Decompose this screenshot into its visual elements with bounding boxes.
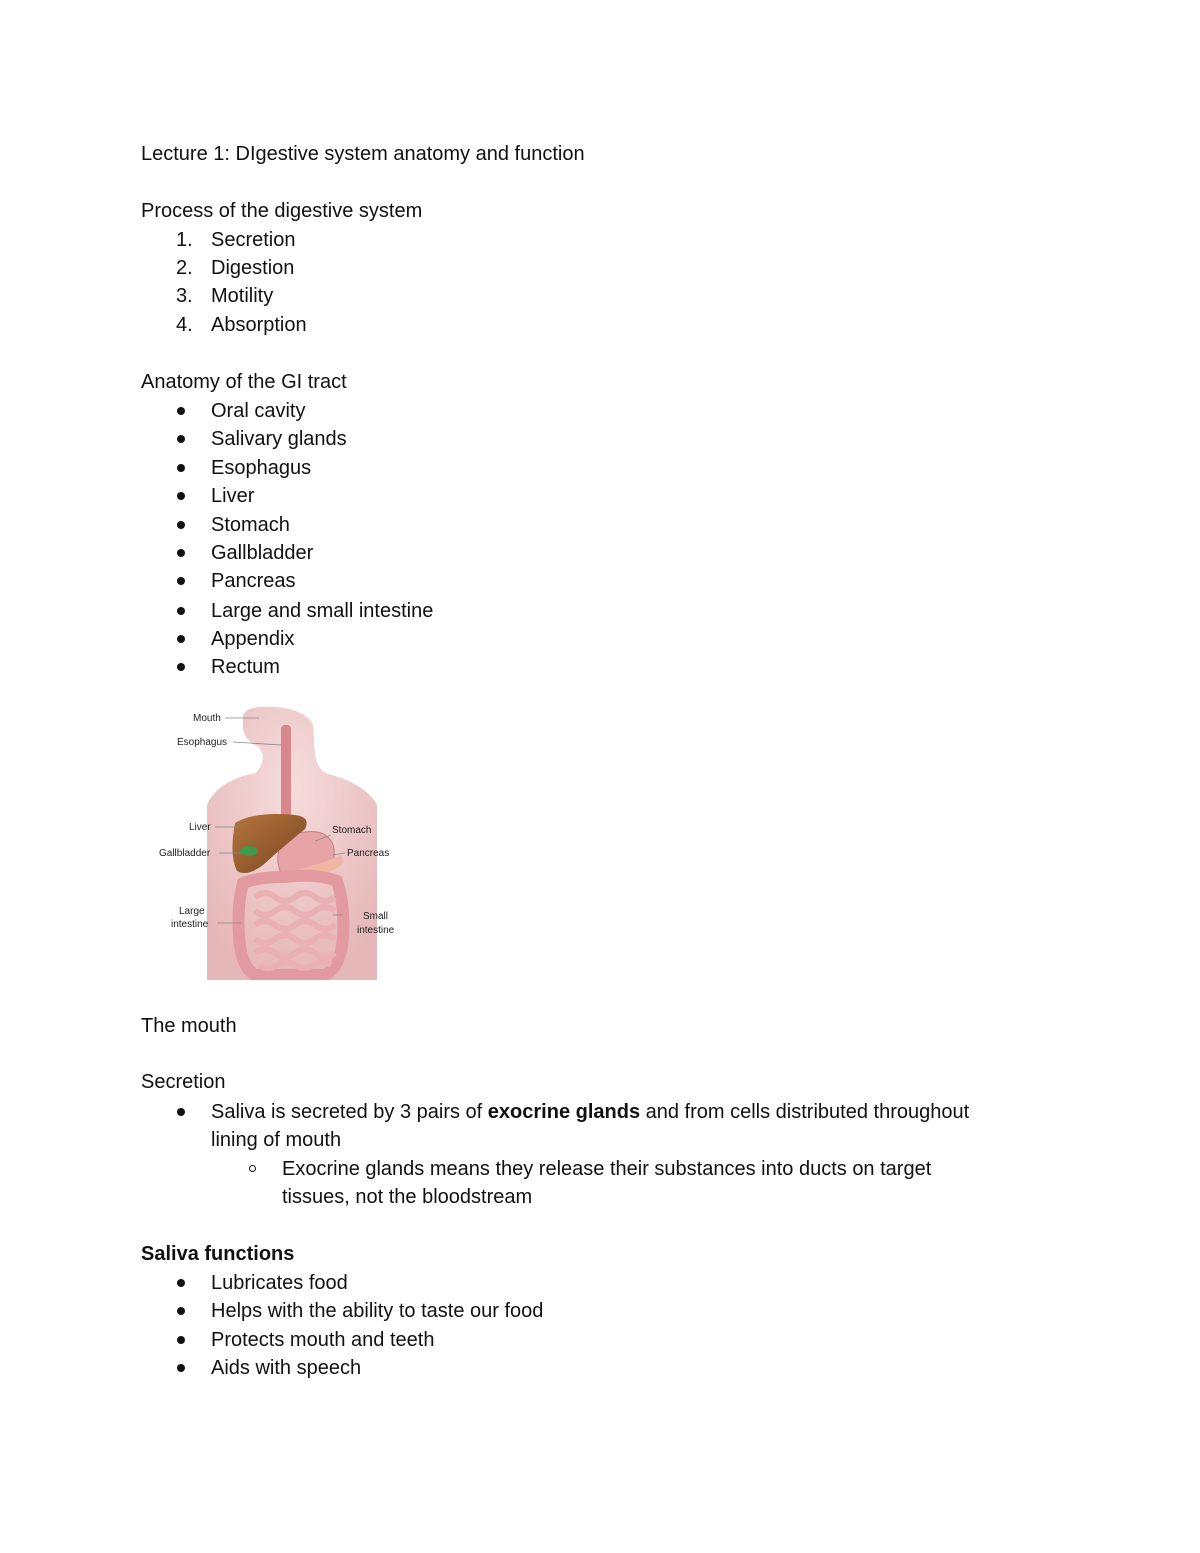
list-item: Appendix <box>211 628 295 650</box>
secretion-heading: Secretion <box>141 1071 226 1093</box>
anatomy-heading: Anatomy of the GI tract <box>141 371 347 393</box>
secretion-subbullet-line2: tissues, not the bloodstream <box>282 1186 533 1208</box>
bullet-icon <box>177 635 185 643</box>
digestive-system-figure <box>155 705 405 980</box>
list-item: Digestion <box>211 257 295 279</box>
exocrine-glands-term: exocrine glands <box>487 1101 641 1123</box>
bullet-icon <box>177 1108 185 1116</box>
secretion-subbullet-line1: Exocrine glands means they release their substances into ducts on target <box>282 1158 932 1180</box>
list-item: Protects mouth and teeth <box>211 1329 435 1351</box>
list-item: Helps with the ability to taste our food <box>211 1300 544 1322</box>
label-small-intestine: intestine <box>357 925 395 936</box>
label-stomach: Stomach <box>332 825 372 836</box>
label-pancreas: Pancreas <box>347 848 390 859</box>
list-number: 2. <box>176 257 193 279</box>
bullet-icon <box>177 464 185 472</box>
saliva-functions-heading: Saliva functions <box>141 1243 295 1265</box>
sub-bullet-icon <box>249 1165 256 1172</box>
list-item: Aids with speech <box>211 1357 362 1379</box>
list-number: 4. <box>176 314 193 336</box>
bullet-icon <box>177 1279 185 1287</box>
bullet-icon <box>177 435 185 443</box>
list-item: Esophagus <box>211 457 312 479</box>
list-item: Oral cavity <box>211 400 306 422</box>
label-small-intestine: Small <box>363 911 389 922</box>
label-gallbladder: Gallbladder <box>159 848 211 859</box>
list-item: Large and small intestine <box>211 600 434 622</box>
label-mouth: Mouth <box>193 713 221 724</box>
list-number: 1. <box>176 229 193 251</box>
list-item: Gallbladder <box>211 542 314 564</box>
list-item: Secretion <box>211 229 296 251</box>
list-item: Rectum <box>211 656 280 678</box>
list-item: Motility <box>211 285 274 307</box>
bullet-icon <box>177 577 185 585</box>
bullet-icon <box>177 1364 185 1372</box>
label-large-intestine: intestine <box>171 919 209 930</box>
bullet-icon <box>177 492 185 500</box>
list-item: Absorption <box>211 314 307 336</box>
mouth-heading: The mouth <box>141 1015 237 1037</box>
digestive-system-illustration <box>155 705 405 980</box>
list-item: Pancreas <box>211 570 296 592</box>
bullet-icon <box>177 1307 185 1315</box>
list-item: Liver <box>211 485 255 507</box>
label-large-intestine: Large <box>179 906 205 917</box>
list-item: Lubricates food <box>211 1272 348 1294</box>
bullet-icon <box>177 407 185 415</box>
process-heading: Process of the digestive system <box>141 200 423 222</box>
list-item: Stomach <box>211 514 290 536</box>
secretion-bullet-line1: Saliva is secreted by 3 pairs of exocrine glands and from cells distributed throughout <box>211 1101 970 1123</box>
label-liver: Liver <box>189 822 211 833</box>
bullet-icon <box>177 549 185 557</box>
bullet-icon <box>177 607 185 615</box>
bullet-icon <box>177 663 185 671</box>
bullet-icon <box>177 521 185 529</box>
list-item: Salivary glands <box>211 428 347 450</box>
gallbladder-shape <box>240 846 258 856</box>
bullet-icon <box>177 1336 185 1344</box>
list-number: 3. <box>176 285 193 307</box>
label-esophagus: Esophagus <box>177 737 228 748</box>
secretion-bullet-line2: lining of mouth <box>211 1129 342 1151</box>
page-title: Lecture 1: DIgestive system anatomy and function <box>141 143 585 165</box>
